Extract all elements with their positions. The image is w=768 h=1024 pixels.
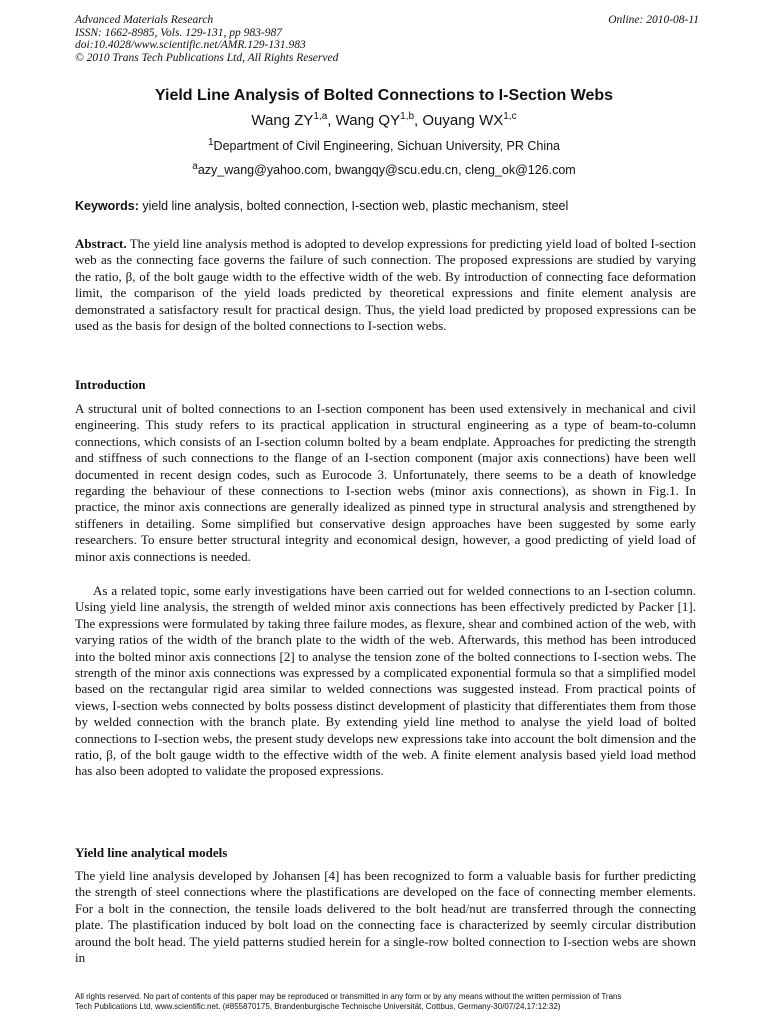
abstract bbox=[75, 236, 696, 334]
intro-paragraph-2: As a related topic, some early investigations have been carried out for welded connections to an I-section column. Using yield line analysis, the strength of welded minor axis connections has been effectively predicted by Packer [1]. The expressions were formulated by taking three failure modes, as flexure, shear and combined action of the web, with varying ratios of the width of the branch plate to the width of the web. Afterwards, this method has been introduced into the bolted minor axis connections [2] to analyse the tension zone of the bolted connections to I-section webs. The strength of the minor axis connections was expressed by a complicated exponential formula so that a simplified model based on the rectangular rigid area similar to welded connections was suggested instead. From practical points of views, I-section webs connected by bolts possess distinct development of plasticity that differentiates them from those by welded connection with the branch plate. By extending yield line method to analyse the yield load of bolted connections to I-section webs, the present study develops new expressions take into account the bolt dimension and the ratio, β, of the bolt gauge width to the effective width of the web. A finite element analysis based yield load method has also been adopted to validate the proposed expressions. bbox=[75, 583, 696, 779]
paper-title: Yield Line Analysis of Bolted Connections to I-Section Webs bbox=[154, 87, 614, 104]
online-date: Online: 2010-08-11 bbox=[608, 14, 699, 26]
section-heading-introduction: Introduction bbox=[75, 377, 146, 392]
journal-name: Advanced Materials Research bbox=[75, 14, 214, 26]
keywords-text: yield line analysis, bolted connection, I-section web, plastic mechanism, steel bbox=[138, 199, 569, 213]
issn-line: ISSN: 1662-8985, Vols. 129-131, pp 983-987 bbox=[75, 26, 282, 39]
emails-superscript: a bbox=[192, 161, 198, 172]
footer-line: Tech Publications Ltd, www.scientific.net. (#855870175, Brandenburgische Technische Universität, Cottbus, Germany-30/07/24,17:12:32) bbox=[75, 1001, 561, 1011]
yield-paragraph-1: The yield line analysis developed by Johansen [4] has been recognized to form a valuable basis for further predicting the strength of steel connections where the plastifications are developed on the face of connecting member elements. For a bolt in the connection, the tensile loads delivered to the bolt head/nut are transferred through the connecting plate. The plastification induced by bolt load on the connecting face is characterized by seemly circular distribution around the bolt head. The yield patterns studied herein for a single-row bolted connection to I-section webs are shown in bbox=[75, 868, 696, 966]
author-separator: , bbox=[327, 112, 336, 129]
keywords bbox=[75, 199, 715, 213]
copyright-line: © 2010 Trans Tech Publications Ltd, All Rights Reserved bbox=[75, 51, 339, 64]
affiliation-superscript: 1 bbox=[207, 137, 214, 148]
doi-line: doi:10.4028/www.scientific.net/AMR.129-131.983 bbox=[75, 39, 306, 51]
intro-paragraph-1: A structural unit of bolted connections to an I-section component has been used extensively in mechanical and civil engineering. This study refers to its practical application in structural engineering as a type of beam-to-column connections, which consists of an I-section column bolted by a beam endplate. Approaches for predicting the strength and stiffness of such connections to the flange of an I-section component (major axis connections) have been well documented in recent design codes, such as Eurocode 3. Unfortunately, there seems to be a death of knowledge regarding the behaviour of these connections to I-section webs (minor axis connections), as shown in Fig.1. In practice, the minor axis connections are generally idealized as pinned type in structural analysis and strengthened by stiffeners in detailing. Some simplified but conservative design approaches have been suggested by some early researchers. To ensure better structural integrity and economical design, however, a good predicting of yield load of minor axis connections is needed. bbox=[75, 401, 696, 564]
author-emails bbox=[0, 161, 768, 177]
author-list bbox=[0, 111, 768, 129]
footer-line: All rights reserved. No part of contents of this paper may be reproduced or transmitted in any form or by any means without the written permission of Trans bbox=[75, 992, 622, 1001]
author-superscript: 1,c bbox=[503, 111, 517, 122]
section-heading-yield-line: Yield line analytical models bbox=[75, 845, 228, 860]
author-name: Ouyang WX bbox=[422, 112, 504, 129]
rights-footer bbox=[75, 992, 700, 1011]
author-name: Wang QY bbox=[335, 112, 401, 129]
author-name: Wang ZY bbox=[251, 112, 314, 129]
affiliation bbox=[0, 137, 768, 153]
emails-text: azy_wang@yahoo.com, bwangqy@scu.edu.cn, cleng_ok@126.com bbox=[197, 163, 576, 178]
journal-header bbox=[75, 14, 699, 64]
affiliation-text: Department of Civil Engineering, Sichuan University, PR China bbox=[213, 139, 561, 154]
abstract-label: Abstract. bbox=[75, 236, 127, 251]
keywords-label: Keywords: bbox=[75, 199, 139, 213]
abstract-text: The yield line analysis method is adopted to develop expressions for predicting yield load of bolted I-section web as the connecting face governs the failure of such connection. The proposed expressions are studied by varying the ratio, β, of the bolt gauge width to the effective width of the web. By introduction of connecting face deformation limit, the comparison of the yield loads predicted by theoretical expressions and finite element analysis are demonstrated a satisfactory result for practical design. Thus, the yield load predicted by proposed expressions can be used as the basis for design of the bolted connections to I-section webs. bbox=[75, 236, 696, 334]
author-separator: , bbox=[414, 112, 423, 129]
author-superscript: 1,a bbox=[313, 111, 328, 122]
author-superscript: 1,b bbox=[400, 111, 415, 122]
